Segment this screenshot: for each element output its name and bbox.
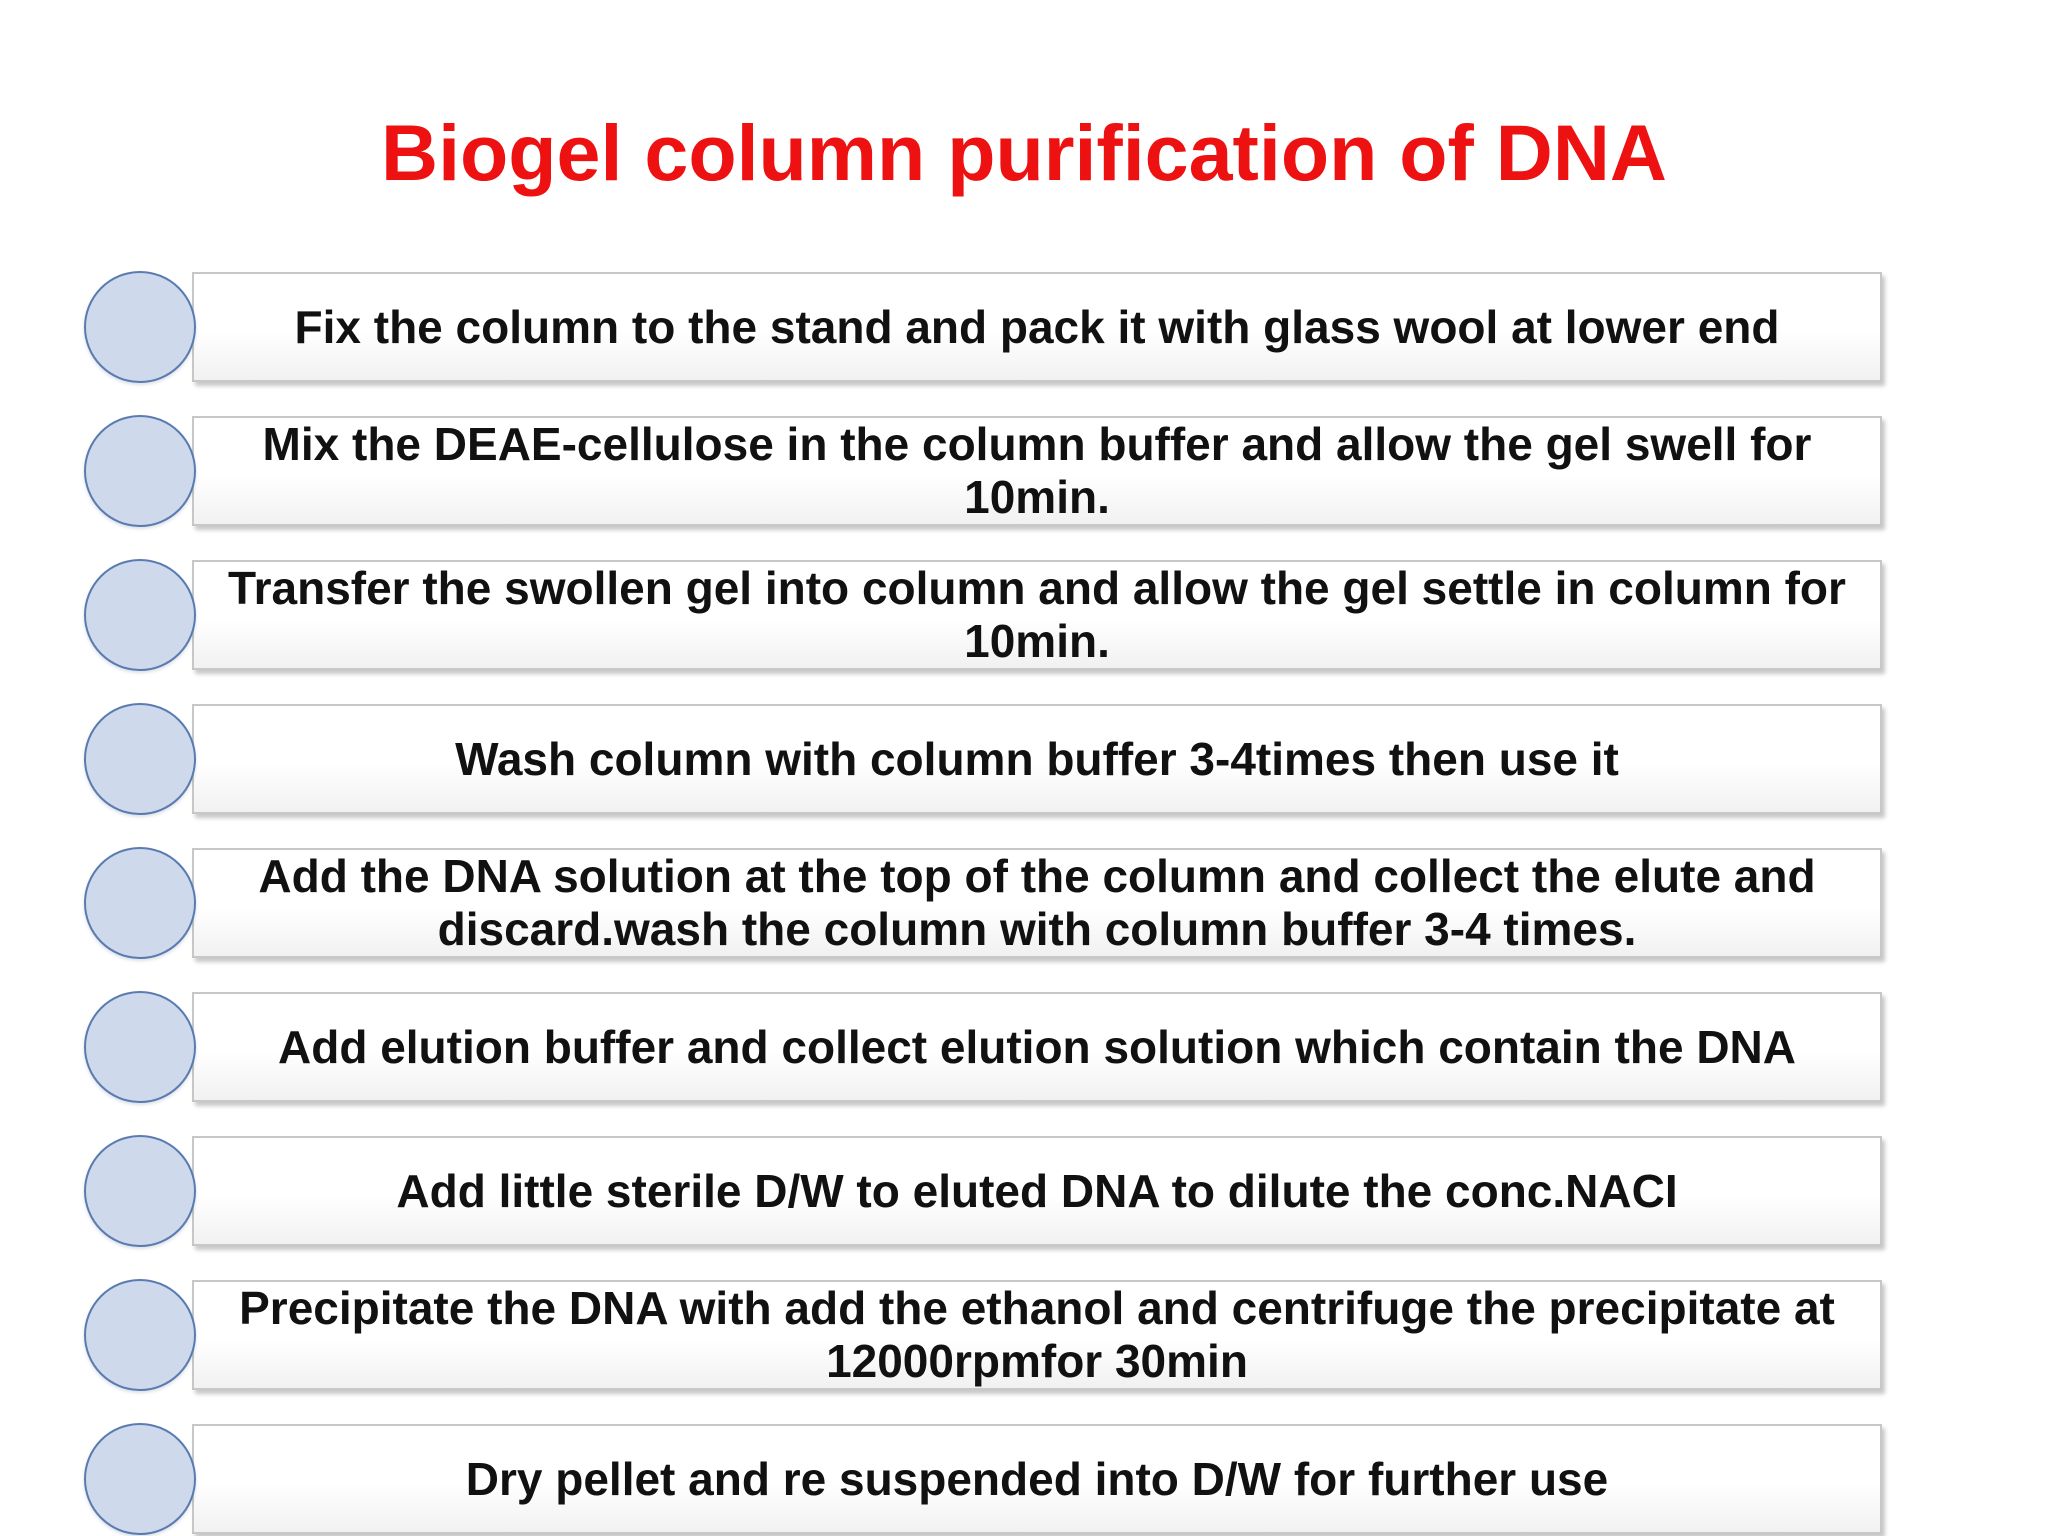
- step-box: [192, 704, 1882, 814]
- step-text: Dry pellet and re suspended into D/W for further use: [465, 1452, 1609, 1505]
- step-box: [192, 272, 1882, 382]
- step-text: Add the DNA solution at the top of the column and collect the elute and discard.wash the column with column buffer 3-4 times.: [258, 850, 1816, 955]
- step-item: [0, 1136, 2048, 1256]
- step-box: [192, 416, 1882, 526]
- step-text: Add little sterile D/W to eluted DNA to dilute the conc.NACI: [396, 1164, 1678, 1217]
- step-text: Add elution buffer and collect elution solution which contain the DNA: [278, 1020, 1796, 1073]
- step-item: [0, 1280, 2048, 1400]
- circle-bullet-icon: [84, 1135, 196, 1247]
- step-item: [0, 416, 2048, 536]
- circle-bullet-icon: [84, 703, 196, 815]
- circle-bullet-icon: [84, 559, 196, 671]
- step-box: [192, 1280, 1882, 1390]
- step-box: [192, 1136, 1882, 1246]
- step-item: [0, 848, 2048, 968]
- circle-bullet-icon: [84, 415, 196, 527]
- slide-title: Biogel column purification of DNA: [381, 108, 1667, 197]
- step-item: [0, 1424, 2048, 1536]
- circle-bullet-icon: [84, 991, 196, 1103]
- step-item: [0, 704, 2048, 824]
- step-text: Fix the column to the stand and pack it with glass wool at lower end: [294, 300, 1780, 353]
- step-item: [0, 272, 2048, 392]
- step-item: [0, 560, 2048, 680]
- step-item: [0, 992, 2048, 1112]
- step-box: [192, 992, 1882, 1102]
- step-box: [192, 560, 1882, 670]
- circle-bullet-icon: [84, 847, 196, 959]
- step-text: Precipitate the DNA with add the ethanol and centrifuge the precipitate at 12000rpmfor 30min: [239, 1282, 1835, 1387]
- step-text: Mix the DEAE-cellulose in the column buffer and allow the gel swell for 10min.: [262, 418, 1812, 523]
- step-text: Wash column with column buffer 3-4times then use it: [455, 732, 1619, 785]
- circle-bullet-icon: [84, 1279, 196, 1391]
- step-box: [192, 848, 1882, 958]
- circle-bullet-icon: [84, 1423, 196, 1535]
- circle-bullet-icon: [84, 271, 196, 383]
- step-box: [192, 1424, 1882, 1534]
- step-text: Transfer the swollen gel into column and allow the gel settle in column for 10min.: [228, 562, 1846, 667]
